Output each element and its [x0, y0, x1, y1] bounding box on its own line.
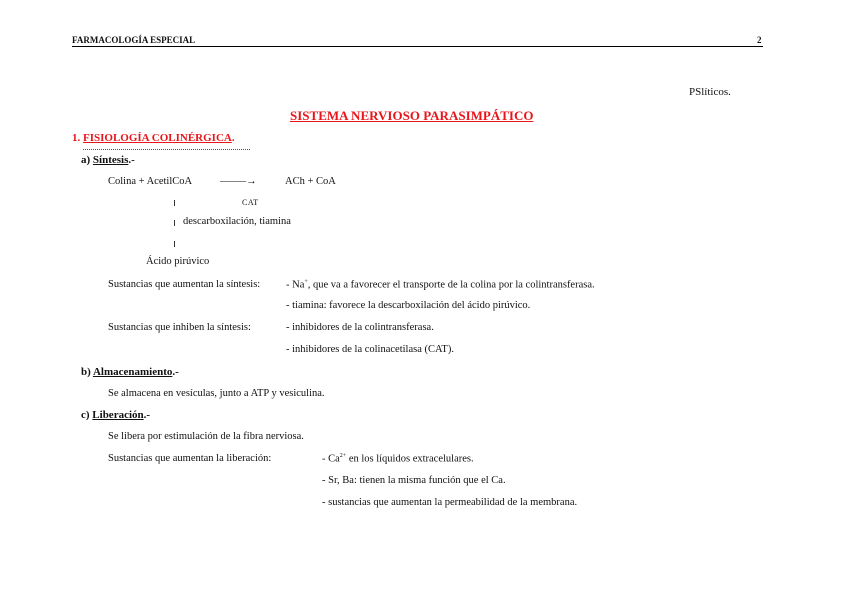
increase-synthesis-item: - tiamina: favorece la descarboxilación del ácido pirúvico.	[286, 300, 531, 311]
pathway-tick	[174, 200, 175, 206]
increase-synthesis-item: - Na+, que va a favorecer el transporte de la colina por la colintransferasa.	[286, 279, 595, 291]
reaction-left: Colina + AcetilCoA	[108, 176, 193, 187]
subsection-prefix: c)	[81, 409, 90, 421]
increase-release-item: - Sr, Ba: tienen la misma función que el Ca.	[322, 475, 506, 486]
subsection-prefix: b)	[81, 366, 91, 378]
page-title: SISTEMA NERVIOSO PARASIMPÁTICO	[290, 108, 534, 123]
subsection-synthesis	[81, 154, 135, 166]
section-dot: .	[231, 132, 235, 144]
section-title: FISIOLOGÍA COLINÉRGICA	[83, 132, 232, 144]
release-text: Se libera por estimulación de la fibra nerviosa.	[108, 431, 304, 442]
increase-release-item: - $Ca^{2+}$ en los líquidos extracelulares.	[322, 453, 474, 465]
section-number: 1.	[72, 132, 81, 144]
pathway-tick	[174, 241, 175, 247]
reaction-arrow: –––––→	[220, 176, 257, 187]
subsection-label: Almacenamiento	[92, 366, 173, 378]
spellcheck-underline	[83, 146, 250, 150]
reaction-right: ACh + CoA	[285, 176, 336, 187]
increase-release-item: - sustancias que aumentan la permeabilidad de la membrana.	[322, 497, 578, 508]
pathway-tick	[174, 220, 175, 226]
subsection-label: Liberación	[92, 409, 144, 421]
decarboxylation-note: descarboxilación, tiamina	[183, 216, 291, 227]
running-header-course: FARMACOLOGÍA ESPECIAL	[72, 35, 196, 45]
subsection-label: Síntesis	[92, 154, 129, 166]
subsection-storage	[81, 366, 179, 378]
inhibit-synthesis-label: Sustancias que inhiben la síntesis:	[108, 322, 251, 333]
inhibit-synthesis-item: - inhibidores de la colinacetilasa (CAT).	[286, 344, 454, 355]
subsection-prefix: a)	[81, 154, 91, 166]
section-heading	[72, 132, 235, 144]
subsection-suffix: .-	[128, 154, 135, 166]
subsection-suffix: .-	[172, 366, 179, 378]
enzyme-label: CAT	[242, 198, 259, 207]
subsection-suffix: .-	[143, 409, 151, 421]
header-rule	[72, 46, 763, 47]
top-right-note: PSlíticos.	[689, 86, 731, 98]
subsection-release	[81, 409, 150, 421]
page-number: 2	[757, 35, 762, 45]
increase-release-label: Sustancias que aumentan la liberación:	[108, 453, 272, 464]
increase-synthesis-label: Sustancias que aumentan la síntesis:	[108, 279, 261, 290]
precursor-label: Ácido pirúvico	[146, 256, 210, 267]
storage-text: Se almacena en vesículas, junto a ATP y vesiculina.	[108, 388, 325, 399]
inhibit-synthesis-item: - inhibidores de la colintransferasa.	[286, 322, 434, 333]
